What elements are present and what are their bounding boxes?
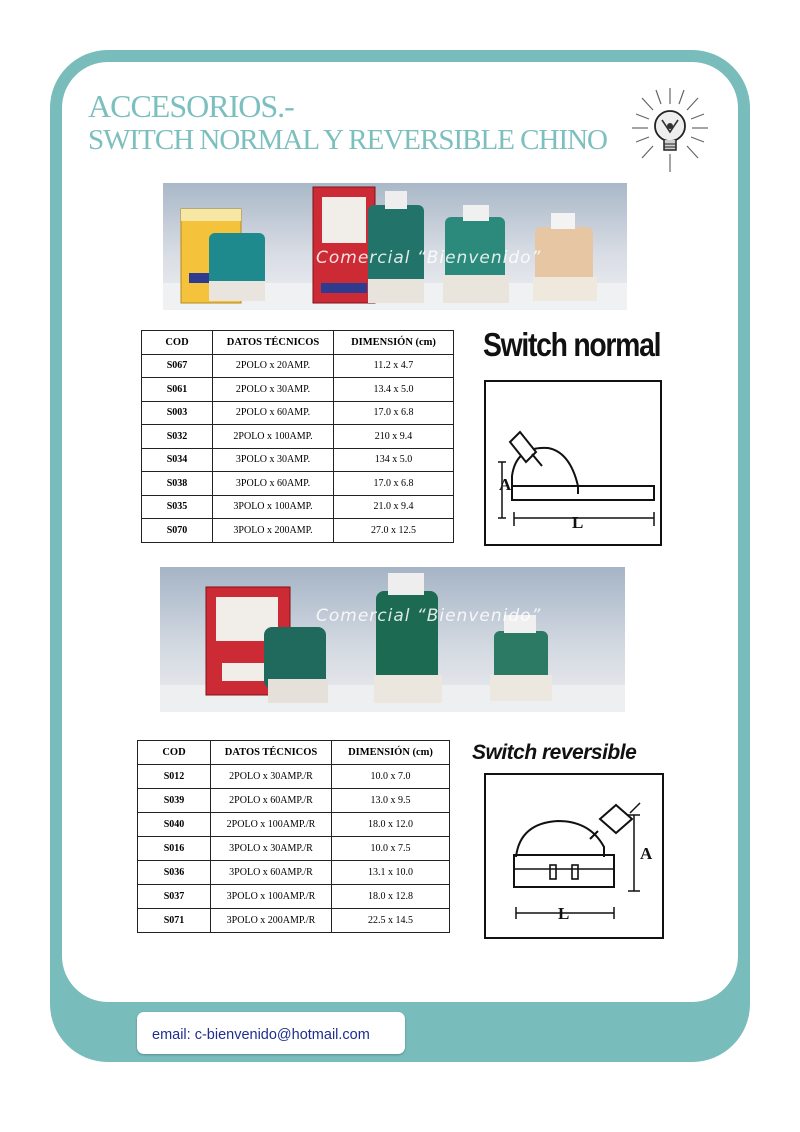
dimension-cell: 17.0 x 6.8	[334, 472, 454, 496]
table-row	[138, 813, 450, 837]
table-header-row	[142, 331, 454, 355]
column-header-cod: COD	[138, 741, 211, 765]
switch-reversible-heading: Switch reversible	[472, 741, 637, 764]
cod-cell: S040	[138, 813, 211, 837]
dimension-cell: 13.1 x 10.0	[332, 861, 450, 885]
dimension-cell: 17.0 x 6.8	[334, 401, 454, 425]
table-row	[142, 378, 454, 402]
table-row	[142, 425, 454, 449]
dimension-cell: 22.5 x 14.5	[332, 909, 450, 933]
table-row	[138, 885, 450, 909]
datos-cell: 3POLO x 60AMP./R	[211, 861, 332, 885]
datos-cell: 2POLO x 60AMP.	[213, 401, 334, 425]
datos-cell: 3POLO x 100AMP.	[213, 495, 334, 519]
diagram-label-l: L	[558, 904, 570, 923]
switch-normal-photo	[163, 183, 627, 310]
cod-cell: S061	[142, 378, 213, 402]
datos-cell: 3POLO x 30AMP./R	[211, 837, 332, 861]
dimension-cell: 210 x 9.4	[334, 425, 454, 449]
datos-cell: 3POLO x 30AMP.	[213, 448, 334, 472]
switch-normal-table	[141, 330, 454, 543]
dimension-cell: 11.2 x 4.7	[334, 354, 454, 378]
cod-cell: S035	[142, 495, 213, 519]
dimension-cell: 18.0 x 12.8	[332, 885, 450, 909]
cod-cell: S039	[138, 789, 211, 813]
cod-cell: S036	[138, 861, 211, 885]
datos-cell: 3POLO x 200AMP./R	[211, 909, 332, 933]
cod-cell: S003	[142, 401, 213, 425]
datos-cell: 2POLO x 100AMP./R	[211, 813, 332, 837]
table-row	[138, 789, 450, 813]
dimension-cell: 134 x 5.0	[334, 448, 454, 472]
cod-cell: S012	[138, 765, 211, 789]
table-row	[142, 448, 454, 472]
datos-cell: 3POLO x 100AMP./R	[211, 885, 332, 909]
column-header-datos: DATOS TÉCNICOS	[213, 331, 334, 355]
email-box	[137, 1012, 405, 1054]
datos-cell: 2POLO x 100AMP.	[213, 425, 334, 449]
cod-cell: S037	[138, 885, 211, 909]
table-row	[142, 519, 454, 543]
table-row	[138, 837, 450, 861]
column-header-cod: COD	[142, 331, 213, 355]
diagram-label-l: L	[572, 513, 584, 532]
datos-cell: 2POLO x 20AMP.	[213, 354, 334, 378]
datos-cell: 3POLO x 200AMP.	[213, 519, 334, 543]
cod-cell: S067	[142, 354, 213, 378]
table-row	[142, 472, 454, 496]
datos-cell: 3POLO x 60AMP.	[213, 472, 334, 496]
switch-reversible-diagram	[484, 773, 664, 939]
table-row	[142, 495, 454, 519]
dimension-cell: 13.0 x 9.5	[332, 789, 450, 813]
switch-reversible-photo	[160, 567, 625, 712]
table-row	[142, 354, 454, 378]
cod-cell: S071	[138, 909, 211, 933]
table-row	[138, 909, 450, 933]
switch-normal-heading: Switch normal	[483, 326, 661, 363]
dimension-cell: 18.0 x 12.0	[332, 813, 450, 837]
watermark-text: Comercial “Bienvenido”	[316, 248, 542, 268]
dimension-cell: 13.4 x 5.0	[334, 378, 454, 402]
datos-cell: 2POLO x 30AMP.	[213, 378, 334, 402]
page-subtitle: SWITCH NORMAL Y REVERSIBLE CHINO	[88, 124, 607, 156]
diagram-label-a: A	[640, 844, 653, 863]
cod-cell: S070	[142, 519, 213, 543]
cod-cell: S016	[138, 837, 211, 861]
dimension-cell: 27.0 x 12.5	[334, 519, 454, 543]
column-header-dimension: DIMENSIÓN (cm)	[334, 331, 454, 355]
diagram-label-a: A	[499, 475, 512, 494]
watermark-text: Comercial “Bienvenido”	[316, 606, 542, 626]
dimension-cell: 21.0 x 9.4	[334, 495, 454, 519]
table-header-row	[138, 741, 450, 765]
dimension-cell: 10.0 x 7.0	[332, 765, 450, 789]
switch-reversible-table	[137, 740, 450, 933]
lightbulb-logo-icon	[628, 84, 712, 176]
cod-cell: S038	[142, 472, 213, 496]
contact-email-link[interactable]: email: c-bienvenido@hotmail.com	[152, 1027, 370, 1043]
table-row	[138, 861, 450, 885]
column-header-dimension: DIMENSIÓN (cm)	[332, 741, 450, 765]
page-title: ACCESORIOS.-	[88, 88, 294, 124]
table-row	[142, 401, 454, 425]
column-header-datos: DATOS TÉCNICOS	[211, 741, 332, 765]
switch-normal-diagram	[484, 380, 662, 546]
table-row	[138, 765, 450, 789]
cod-cell: S032	[142, 425, 213, 449]
datos-cell: 2POLO x 30AMP./R	[211, 765, 332, 789]
cod-cell: S034	[142, 448, 213, 472]
dimension-cell: 10.0 x 7.5	[332, 837, 450, 861]
datos-cell: 2POLO x 60AMP./R	[211, 789, 332, 813]
